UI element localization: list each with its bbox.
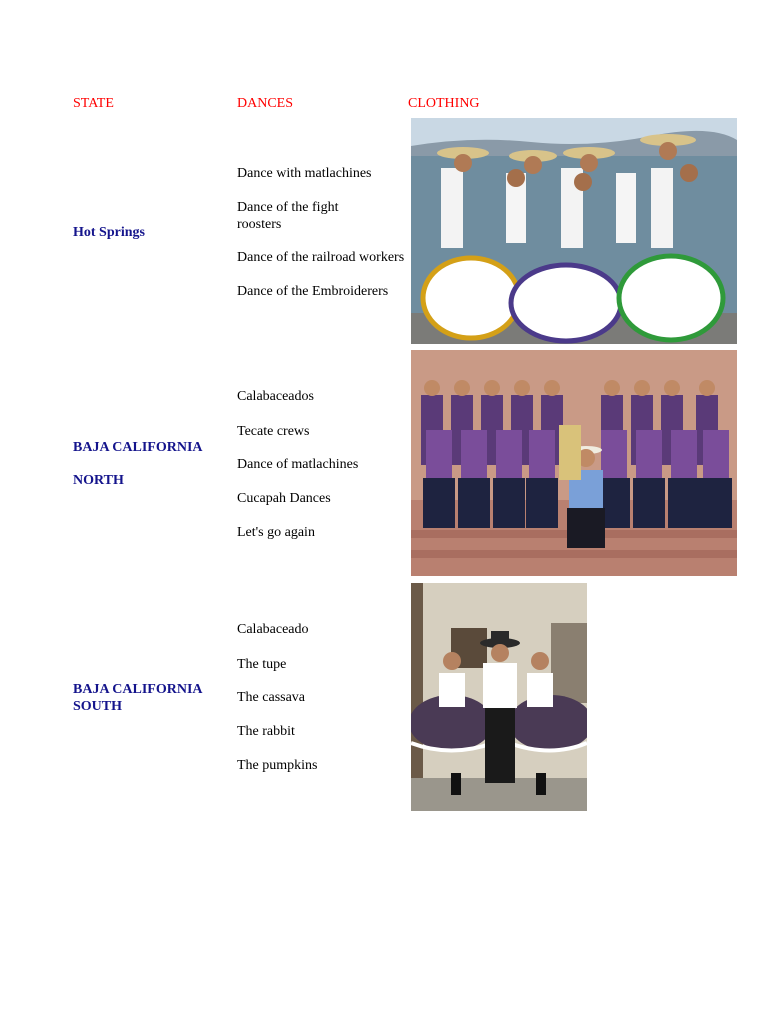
- photo-baja-california-south-dancers: [411, 583, 587, 811]
- dance-item: The rabbit: [237, 724, 295, 739]
- dance-item: The pumpkins: [237, 758, 318, 773]
- dance-item: Cucapah Dances: [237, 491, 331, 506]
- dance-item: Dance of the fight roosters: [237, 200, 339, 232]
- dance-item: Dance of matlachines: [237, 457, 359, 472]
- dance-item: Dance with matlachines: [237, 166, 372, 181]
- photo-baja-california-north-dancers: [411, 350, 737, 576]
- dance-item: Dance of the railroad workers: [237, 250, 405, 265]
- dance-item: The tupe: [237, 657, 287, 672]
- header-state: STATE: [73, 96, 114, 111]
- dance-item: Calabaceado: [237, 622, 309, 637]
- header-dances: DANCES: [237, 96, 294, 111]
- dance-item: Dance of the Embroiderers: [237, 284, 389, 299]
- dance-item: Calabaceados: [237, 389, 314, 404]
- state-baja-california-north-line1: BAJA CALIFORNIA: [73, 440, 203, 455]
- dance-item: Let's go again: [237, 525, 315, 540]
- photo-hot-springs-dancers: [411, 118, 737, 344]
- state-baja-california-south: BAJA CALIFORNIA SOUTH: [73, 682, 202, 714]
- dance-item: The cassava: [237, 690, 306, 705]
- state-baja-california-north-line2: NORTH: [73, 473, 124, 488]
- dance-item: Tecate crews: [237, 424, 310, 439]
- header-clothing: CLOTHING: [408, 96, 480, 111]
- state-hot-springs: Hot Springs: [73, 225, 145, 240]
